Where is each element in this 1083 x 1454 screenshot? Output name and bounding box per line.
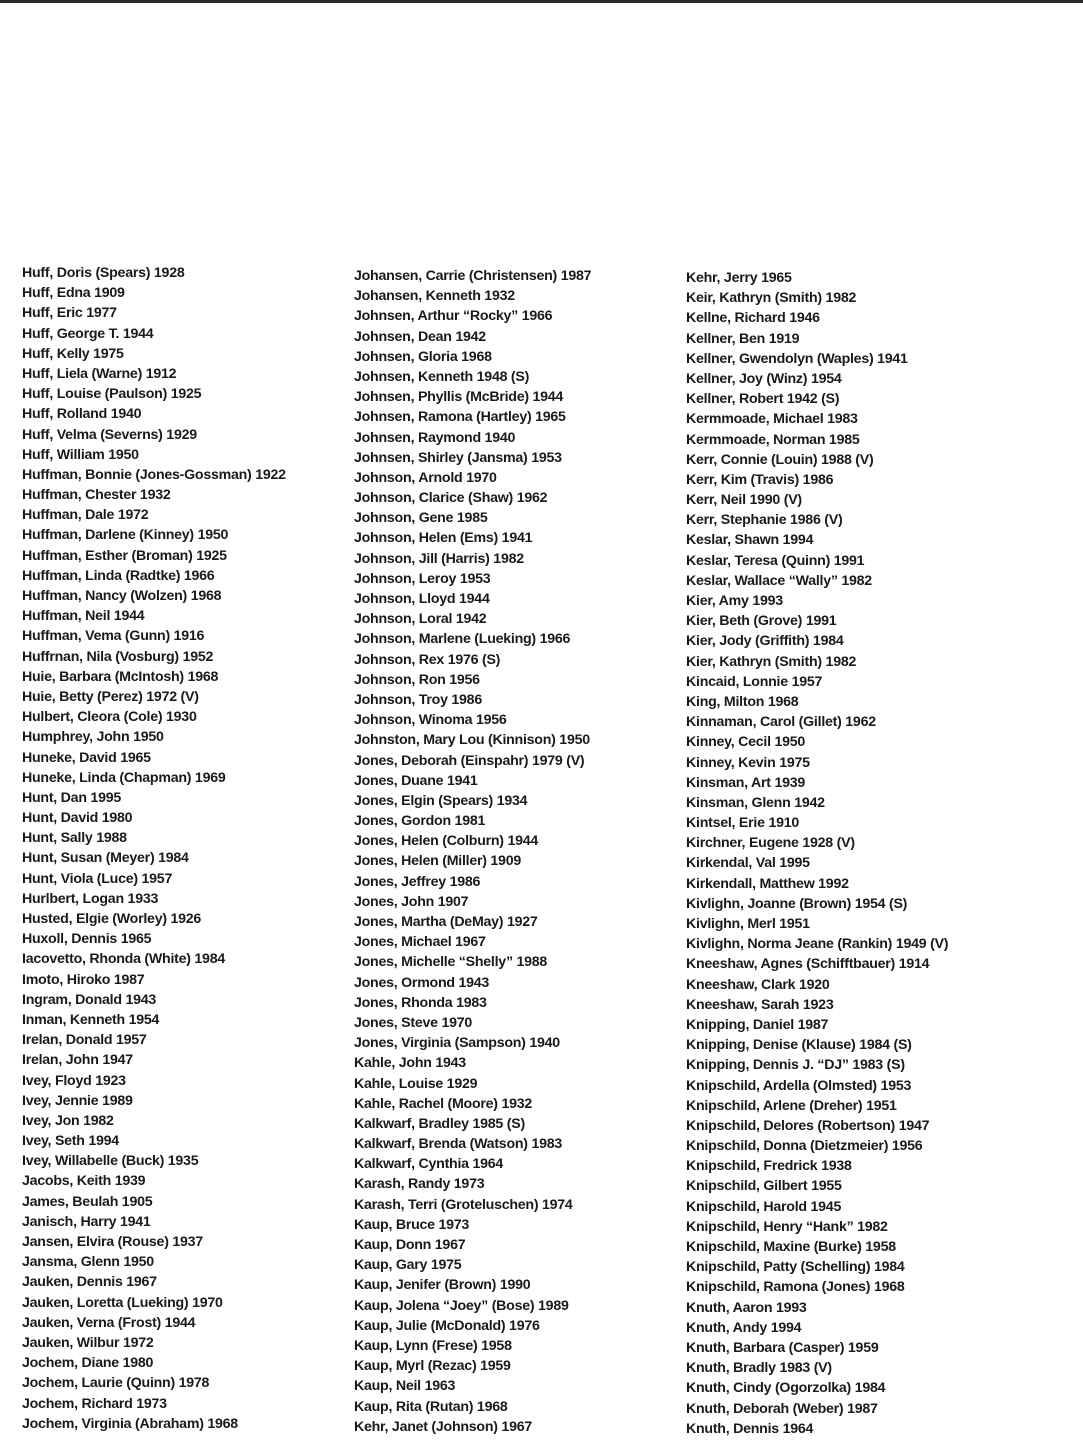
name-entry: Jansen, Elvira (Rouse) 1937 [22,1234,203,1250]
name-entry: Jauken, Verna (Frost) 1944 [22,1314,196,1331]
name-entry: Johnsen, Kenneth 1948 (S) [354,368,530,385]
name-entry: Huffman, Neil 1944 [22,608,145,625]
name-entry: Iacovetto, Rhonda (White) 1984 [22,951,225,968]
name-entry: Knuth, Andy 1994 [686,1319,802,1336]
name-entry: Knipschild, Henry “Hank” 1982 [686,1218,888,1235]
name-entry: Jones, Virginia (Sampson) 1940 [354,1035,560,1052]
name-entry: Knipschild, Patty (Schelling) 1984 [686,1259,905,1276]
name-entry: Jacobs, Keith 1939 [22,1173,146,1190]
name-entry: Ivey, Willabelle (Buck) 1935 [22,1153,199,1170]
name-entry: Keslar, Shawn 1994 [686,532,814,549]
name-entry: Huff, Kelly 1975 [22,345,124,362]
name-entry: Kerr, Stephanie 1986 (V) [686,512,843,529]
name-entry: Kaup, Bruce 1973 [354,1216,470,1233]
name-entry: Jones, John 1907 [354,893,469,910]
name-entry: Keslar, Wallace “Wally” 1982 [686,572,872,589]
name-entry: Huneke, Linda (Chapman) 1969 [22,769,226,786]
name-entry: Kaup, Myrl (Rezac) 1959 [354,1358,511,1375]
name-entry: Jochem, Richard 1973 [22,1395,167,1412]
name-entry: Kalkwarf, Cynthia 1964 [354,1156,504,1173]
name-entry: Kirkendal, Val 1995 [686,855,810,872]
name-entry: Huffman, Darlene (Kinney) 1950 [22,527,229,544]
name-entry: Jones, Elgin (Spears) 1934 [354,792,528,809]
name-entry: Karash, Randy 1973 [354,1176,485,1193]
name-entry: Knipschild, Ardella (Olmsted) 1953 [686,1077,912,1094]
name-entry: Knuth, Aaron 1993 [686,1299,807,1316]
name-column-1 [22,263,286,1434]
name-entry: Knipschild, Harold 1945 [686,1198,842,1215]
name-entry: Huffman, Linda (Radtke) 1966 [22,567,215,584]
name-entry: Keir, Kathryn (Smith) 1982 [686,290,857,307]
name-entry: Irelan, John 1947 [22,1052,133,1069]
name-entry: Johnson, Winoma 1956 [354,712,507,729]
name-entry: Kinney, Kevin 1975 [686,754,810,771]
name-entry: Huff, Edna 1909 [22,285,125,302]
name-entry: Kinney, Cecil 1950 [686,734,806,751]
name-entry: Kahle, John 1943 [354,1055,466,1072]
name-entry: Johnson, Jill (Harris) 1982 [354,550,524,567]
name-entry: Jones, Rhonda 1983 [354,994,487,1011]
name-entry: Kaup, Julie (McDonald) 1976 [354,1317,540,1334]
name-entry: Knipping, Dennis J. “DJ” 1983 (S) [686,1057,905,1074]
name-entry: Kirkendall, Matthew 1992 [686,875,849,892]
name-entry: Johnsen, Phyllis (McBride) 1944 [354,389,564,406]
name-entry: Kahle, Rachel (Moore) 1932 [354,1095,532,1112]
name-entry: Huie, Betty (Perez) 1972 (V) [22,688,199,705]
name-entry: Huxoll, Dennis 1965 [22,931,152,948]
name-entry: Huff, Doris (Spears) 1928 [22,265,185,281]
name-entry: Kerr, Kim (Travis) 1986 [686,471,834,488]
name-entry: Humphrey, John 1950 [22,729,164,746]
name-entry: Hunt, David 1980 [22,810,133,827]
name-entry: Kaup, Jenifer (Brown) 1990 [354,1277,531,1294]
name-entry: Knuth, Dennis 1964 [686,1420,814,1437]
name-entry: Jauken, Wilbur 1972 [22,1334,154,1351]
name-entry: Huff, Rolland 1940 [22,406,142,423]
name-entry: Kaup, Neil 1963 [354,1378,456,1395]
name-entry: Kivlighn, Merl 1951 [686,916,810,932]
name-entry: Jones, Jeffrey 1986 [354,873,481,890]
name-entry: Jones, Michelle “Shelly” 1988 [354,954,548,971]
name-entry: Kaup, Gary 1975 [354,1257,462,1274]
name-entry: Inman, Kenneth 1954 [22,1011,160,1028]
name-entry: Huff, George T. 1944 [22,325,154,342]
name-entry: Knipschild, Fredrick 1938 [686,1158,852,1175]
name-entry: Johnson, Troy 1986 [354,691,482,708]
name-entry: Knuth, Cindy (Ogorzolka) 1984 [686,1380,886,1397]
name-entry: Jochem, Laurie (Quinn) 1978 [22,1375,210,1392]
name-entry: Jochem, Virginia (Abraham) 1968 [22,1415,238,1432]
name-entry: Kellner, Robert 1942 (S) [686,391,840,408]
top-border-line [0,0,1083,3]
name-entry: Husted, Elgie (Worley) 1926 [22,911,202,927]
name-entry: Ivey, Floyd 1923 [22,1072,126,1089]
name-entry: King, Milton 1968 [686,693,799,710]
name-entry: Kellne, Richard 1946 [686,310,820,327]
name-entry: Knipschild, Gilbert 1955 [686,1178,842,1195]
name-entry: Jones, Helen (Miller) 1909 [354,853,521,870]
name-entry: Johnston, Mary Lou (Kinnison) 1950 [354,732,590,749]
name-entry: Irelan, Donald 1957 [22,1032,147,1049]
name-entry: Kinsman, Art 1939 [686,774,806,791]
name-entry: Kerr, Connie (Louin) 1988 (V) [686,451,874,468]
name-entry: Kalkwarf, Brenda (Watson) 1983 [354,1136,562,1153]
name-entry: Johnson, Ron 1956 [354,671,480,688]
name-entry: Johansen, Carrie (Christensen) 1987 [354,268,592,284]
name-entry: Huffman, Bonnie (Jones-Gossman) 1922 [22,466,286,483]
name-entry: Kneeshaw, Sarah 1923 [686,996,834,1013]
name-entry: Knipschild, Maxine (Burke) 1958 [686,1239,896,1255]
name-entry: Kinsman, Glenn 1942 [686,794,825,811]
name-entry: Knipschild, Delores (Robertson) 1947 [686,1117,930,1134]
name-entry: Johnsen, Ramona (Hartley) 1965 [354,409,566,426]
name-entry: Kaup, Rita (Rutan) 1968 [354,1398,508,1415]
name-entry: Hunt, Sally 1988 [22,830,127,847]
name-entry: Kahle, Louise 1929 [354,1075,478,1092]
name-entry: Jauken, Loretta (Lueking) 1970 [22,1294,223,1311]
name-entry: Kivlighn, Joanne (Brown) 1954 (S) [686,895,908,912]
name-entry: Huff, Eric 1977 [22,305,117,322]
name-entry: Johnson, Clarice (Shaw) 1962 [354,490,548,507]
name-entry: Jones, Gordon 1981 [354,813,486,830]
name-entry: Ivey, Jennie 1989 [22,1092,133,1109]
name-entry: Hunt, Viola (Luce) 1957 [22,870,173,887]
name-entry: Johnson, Leroy 1953 [354,570,491,587]
name-entry: Ingram, Donald 1943 [22,991,157,1008]
name-entry: Kivlighn, Norma Jeane (Rankin) 1949 (V) [686,936,949,953]
name-entry: Ivey, Jon 1982 [22,1112,114,1129]
name-entry: Kincaid, Lonnie 1957 [686,673,823,690]
name-entry: Jones, Duane 1941 [354,772,478,789]
name-entry: Huff, William 1950 [22,446,139,463]
name-entry: Hunt, Susan (Meyer) 1984 [22,850,189,867]
name-entry: Johnsen, Dean 1942 [354,328,486,345]
name-entry: Kaup, Jolena “Joey” (Bose) 1989 [354,1297,569,1314]
name-entry: Imoto, Hiroko 1987 [22,971,145,988]
name-entry: Johnson, Gene 1985 [354,510,488,527]
name-entry: Knipping, Daniel 1987 [686,1016,829,1033]
name-entry: Jones, Steve 1970 [354,1014,472,1031]
name-entry: Knipschild, Arlene (Dreher) 1951 [686,1097,897,1114]
name-entry: Ivey, Seth 1994 [22,1133,119,1150]
name-entry: Kinnaman, Carol (Gillet) 1962 [686,714,876,731]
name-entry: Jansma, Glenn 1950 [22,1254,154,1271]
name-entry: Johnson, Lloyd 1944 [354,591,490,607]
name-entry: Johnson, Loral 1942 [354,611,487,628]
name-entry: Kintsel, Erie 1910 [686,815,800,832]
name-entry: Huff, Liela (Warne) 1912 [22,365,177,382]
name-entry: Jones, Martha (DeMay) 1927 [354,914,538,930]
name-entry: Knipschild, Donna (Dietzmeier) 1956 [686,1138,923,1155]
name-entry: Jones, Deborah (Einspahr) 1979 (V) [354,752,585,769]
name-entry: Johnsen, Raymond 1940 [354,429,516,446]
name-entry: Johnson, Arnold 1970 [354,469,497,486]
name-entry: Kellner, Gwendolyn (Waples) 1941 [686,350,908,367]
name-entry: Kerr, Neil 1990 (V) [686,492,802,509]
name-entry: Knuth, Deborah (Weber) 1987 [686,1400,878,1417]
name-entry: Kaup, Donn 1967 [354,1237,466,1253]
name-entry: Knuth, Bradly 1983 (V) [686,1360,832,1377]
name-entry: Hunt, Dan 1995 [22,789,121,806]
name-entry: Janisch, Harry 1941 [22,1213,151,1230]
name-entry: Huff, Velma (Severns) 1929 [22,426,197,443]
name-column-2 [354,266,591,1437]
name-entry: Kellner, Joy (Winz) 1954 [686,370,842,387]
name-entry: Hulbert, Cleora (Cole) 1930 [22,709,197,726]
name-entry: Kehr, Jerry 1965 [686,270,792,286]
name-entry: Johnson, Rex 1976 (S) [354,651,501,668]
name-column-3 [686,268,948,1439]
name-entry: Hurlbert, Logan 1933 [22,890,159,907]
name-entry: Jauken, Dennis 1967 [22,1274,157,1291]
name-entry: Huffman, Vema (Gunn) 1916 [22,628,205,645]
name-entry: Johnson, Helen (Ems) 1941 [354,530,533,547]
name-entry: Kier, Jody (Griffith) 1984 [686,633,844,650]
name-entry: Jochem, Diane 1980 [22,1355,154,1372]
name-entry: Kneeshaw, Clark 1920 [686,976,830,993]
name-entry: Kellner, Ben 1919 [686,330,800,347]
name-entry: Johnsen, Shirley (Jansma) 1953 [354,449,562,466]
name-entry: Kehr, Janet (Johnson) 1967 [354,1418,532,1435]
name-entry: Huie, Barbara (McIntosh) 1968 [22,668,219,685]
name-entry: Kier, Kathryn (Smith) 1982 [686,653,857,670]
name-entry: Huffrnan, Nila (Vosburg) 1952 [22,648,214,665]
name-entry: Kneeshaw, Agnes (Schifftbauer) 1914 [686,956,930,973]
name-entry: Johnsen, Arthur “Rocky” 1966 [354,308,553,325]
name-entry: Karash, Terri (Groteluschen) 1974 [354,1196,573,1213]
name-entry: Knipschild, Ramona (Jones) 1968 [686,1279,905,1296]
name-entry: Knuth, Barbara (Casper) 1959 [686,1339,879,1356]
name-entry: Knipping, Denise (Klause) 1984 (S) [686,1037,912,1054]
name-entry: Kermmoade, Michael 1983 [686,411,858,428]
name-entry: James, Beulah 1905 [22,1193,153,1210]
name-entry: Jones, Helen (Colburn) 1944 [354,833,539,850]
name-entry: Kaup, Lynn (Frese) 1958 [354,1337,512,1354]
name-entry: Huneke, David 1965 [22,749,151,766]
name-entry: Keslar, Teresa (Quinn) 1991 [686,552,865,569]
name-entry: Jones, Michael 1967 [354,934,486,951]
name-entry: Kier, Amy 1993 [686,593,783,609]
name-entry: Johnsen, Gloria 1968 [354,348,492,365]
name-entry: Johnson, Marlene (Lueking) 1966 [354,631,571,648]
name-entry: Huffman, Dale 1972 [22,507,149,524]
name-entry: Kermmoade, Norman 1985 [686,431,860,448]
name-entry: Huff, Louise (Paulson) 1925 [22,386,202,403]
name-entry: Huffman, Nancy (Wolzen) 1968 [22,588,222,604]
name-entry: Huffman, Esther (Broman) 1925 [22,547,227,564]
name-entry: Kirchner, Eugene 1928 (V) [686,835,855,852]
name-entry: Kier, Beth (Grove) 1991 [686,613,837,630]
name-entry: Kalkwarf, Bradley 1985 (S) [354,1115,525,1132]
name-entry: Huffman, Chester 1932 [22,487,171,504]
name-entry: Johansen, Kenneth 1932 [354,288,515,305]
name-entry: Jones, Ormond 1943 [354,974,490,991]
